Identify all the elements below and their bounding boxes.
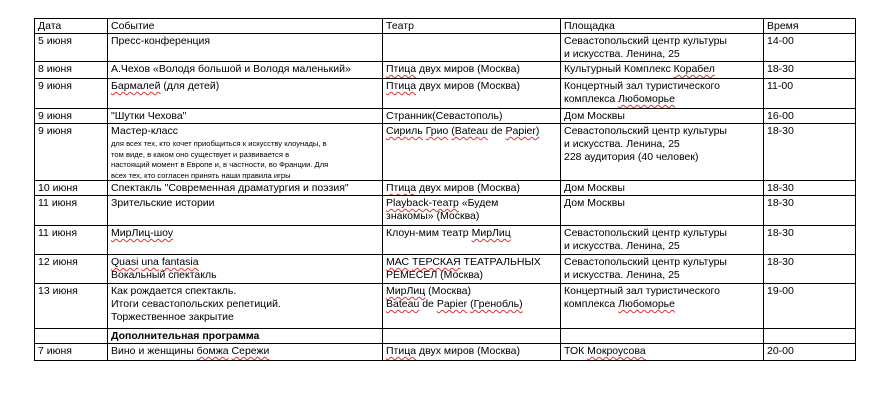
spellcheck-word: МирЛиц	[386, 285, 426, 297]
cell-line: Концертный зал туристического	[564, 80, 720, 92]
table-row	[35, 284, 856, 329]
table-row	[35, 109, 856, 124]
theatre-cell	[383, 344, 561, 361]
theatre-cell	[383, 109, 561, 124]
venue-cell	[561, 329, 764, 344]
cell-line: РЕМЕСЕЛ (Москва)	[386, 269, 483, 281]
cell-line: МАС ТЕРСКАЯ ТЕАТРАЛЬНЫХ	[386, 256, 541, 268]
spellcheck-word: Сириль	[386, 125, 423, 137]
date-cell: 13 июня	[35, 284, 108, 329]
event-note-line: для всех тех, кто хочет приобщиться к искусству клоунады, в	[111, 139, 327, 148]
cell-line: Торжественное закрытие	[111, 311, 234, 323]
table-row	[35, 34, 856, 62]
cell-line: комплекса Любоморье	[564, 298, 675, 310]
venue-cell	[561, 344, 764, 361]
spellcheck-word: Птица	[386, 80, 417, 92]
event-note-line: всех тех, кто согласен принять наши правила игры	[111, 170, 291, 180]
spellcheck-word: бомжа	[196, 345, 229, 357]
time-cell: 18-30	[764, 62, 856, 79]
cell-line: Севастопольский центр культуры	[564, 35, 727, 47]
cell-line: Вино и женщины бомжа Сережи	[111, 345, 270, 357]
time-cell	[764, 329, 856, 344]
event-cell	[108, 329, 383, 344]
spellcheck-word: fantasia	[161, 256, 199, 268]
cell-line	[111, 256, 379, 269]
date-cell: 7 июня	[35, 344, 108, 361]
venue-cell	[561, 284, 764, 329]
cell-line	[111, 227, 379, 240]
cell-line: Птица двух миров (Москва)	[386, 182, 521, 194]
cell-line: Как рождается спектакль.	[111, 285, 237, 297]
event-cell	[108, 62, 383, 79]
event-cell	[108, 196, 383, 226]
date-cell: 9 июня	[35, 109, 108, 124]
spellcheck-word: Любоморье	[618, 93, 675, 105]
table-row	[35, 226, 856, 255]
cell-line: Пресс-конференция	[111, 35, 211, 47]
time-cell: 18-30	[764, 226, 856, 255]
time-cell: 18-30	[764, 124, 856, 181]
cell-line: Культурный Комплекс Корабел	[564, 63, 715, 75]
cell-line: Клоун-мим театр МирЛиц	[386, 227, 511, 239]
cell-line: и искусства. Ленина, 25	[564, 240, 680, 252]
header-time: Время	[764, 19, 856, 34]
schedule-body	[35, 19, 856, 361]
schedule-table	[34, 18, 856, 361]
venue-cell	[561, 196, 764, 226]
cell-line: Севастопольский центр культуры	[564, 256, 727, 268]
header-venue: Площадка	[561, 19, 764, 34]
spellcheck-word: Papier	[436, 298, 468, 310]
event-cell	[108, 34, 383, 62]
theatre-cell	[383, 329, 561, 344]
event-cell	[108, 255, 383, 284]
venue-cell	[561, 109, 764, 124]
theatre-cell	[383, 255, 561, 284]
spellcheck-word: Птица	[386, 345, 417, 357]
event-cell	[108, 79, 383, 109]
table-row	[35, 196, 856, 226]
table-row	[35, 181, 856, 196]
date-cell: 12 июня	[35, 255, 108, 284]
table-row	[35, 329, 856, 344]
cell-line: комплекса Любоморье	[564, 93, 675, 105]
cell-line: Птица двух миров (Москва)	[386, 63, 521, 75]
event-note-line: том виде, в каком оно существует и развивается в	[111, 149, 290, 159]
time-cell: 18-30	[764, 255, 856, 284]
event-cell	[108, 344, 383, 361]
header-row	[35, 19, 856, 34]
table-row	[35, 62, 856, 79]
event-cell	[108, 226, 383, 255]
spellcheck-word: ТЕРСКАЯ	[412, 256, 461, 268]
time-cell: 18-30	[764, 196, 856, 226]
cell-line: ТОК Мокроусова	[564, 345, 646, 357]
cell-line: МирЛиц (Москва)	[386, 285, 471, 297]
spellcheck-word: Мокроусова	[587, 345, 646, 357]
venue-cell	[561, 181, 764, 196]
cell-line: Странник(Севастополь)	[386, 110, 503, 122]
theatre-cell	[383, 79, 561, 109]
venue-cell	[561, 255, 764, 284]
spellcheck-word: Корабел	[673, 63, 715, 75]
time-cell: 18-30	[764, 181, 856, 196]
cell-line: Сириль Грио (Bateau de Papier)	[386, 125, 540, 137]
cell-line: Дополнительная программа	[111, 330, 260, 342]
spellcheck-word: Bateau	[386, 298, 420, 310]
cell-line: А.Чехов «Володя большой и Володя маленький»	[111, 63, 351, 75]
date-cell	[35, 329, 108, 344]
cell-line: Playback-театр «Будем	[386, 197, 499, 209]
spellcheck-word: (Bateau	[451, 125, 489, 137]
spellcheck-word: Грио	[425, 125, 449, 137]
spellcheck-word: Бармалей	[111, 80, 161, 92]
cell-line: Bateau de Papier (Гренобль)	[386, 298, 523, 310]
date-cell: 8 июня	[35, 62, 108, 79]
event-cell	[108, 124, 383, 181]
date-cell: 9 июня	[35, 79, 108, 109]
venue-cell	[561, 226, 764, 255]
theatre-cell	[383, 124, 561, 181]
cell-line: Птица двух миров (Москва)	[386, 345, 521, 357]
cell-line: и искусства. Ленина, 25	[564, 48, 680, 60]
theatre-cell	[383, 34, 561, 62]
spellcheck-word: МАС	[386, 256, 410, 268]
spellcheck-word: МирЛиц-шоу	[111, 227, 174, 239]
spellcheck-word: Papier)	[505, 125, 540, 137]
cell-line: и искусства. Ленина, 25	[564, 138, 680, 150]
cell-line: Дом Москвы	[564, 182, 625, 194]
cell-line: "Шутки Чехова"	[111, 110, 187, 122]
spellcheck-word: Любоморье	[618, 298, 675, 310]
cell-line: Итоги севастопольских репетиций.	[111, 298, 281, 310]
cell-line: Птица двух миров (Москва)	[386, 80, 521, 92]
spellcheck-word: Playback-театр	[386, 197, 459, 209]
cell-line: Дом Москвы	[564, 197, 625, 209]
cell-line: Бармалей (для детей)	[111, 80, 220, 92]
venue-cell	[561, 62, 764, 79]
event-cell	[108, 109, 383, 124]
cell-line: Спектакль "Современная драматургия и поэзия"	[111, 182, 349, 194]
venue-cell	[561, 79, 764, 109]
event-cell	[108, 284, 383, 329]
table-row	[35, 255, 856, 284]
table-row	[35, 344, 856, 361]
table-row	[35, 79, 856, 109]
cell-line: Мастер-класс	[111, 125, 178, 137]
spellcheck-word: Quasi	[111, 256, 139, 268]
spellcheck-word: МирЛиц	[471, 227, 511, 239]
cell-line: Зрительские истории	[111, 197, 215, 209]
theatre-cell	[383, 181, 561, 196]
time-cell: 19-00	[764, 284, 856, 329]
cell-line: Концертный зал туристического	[564, 285, 720, 297]
cell-line: и искусства. Ленина, 25	[564, 269, 680, 281]
cell-line: Вокальный спектакль	[111, 269, 217, 281]
cell-line: Севастопольский центр культуры	[564, 227, 727, 239]
date-cell: 11 июня	[35, 226, 108, 255]
time-cell: 11-00	[764, 79, 856, 109]
cell-line: Севастопольский центр культуры	[564, 125, 727, 137]
date-cell: 5 июня	[35, 34, 108, 62]
event-note-line: настоящий момент в Европе и, в частности, во Франции. Для	[111, 160, 329, 169]
venue-cell	[561, 124, 764, 181]
date-cell: 10 июня	[35, 181, 108, 196]
theatre-cell	[383, 196, 561, 226]
event-cell	[108, 181, 383, 196]
venue-cell	[561, 34, 764, 62]
theatre-cell	[383, 226, 561, 255]
cell-line: 228 аудитория (40 человек)	[564, 151, 699, 163]
table-row	[35, 124, 856, 181]
theatre-cell	[383, 284, 561, 329]
date-cell: 9 июня	[35, 124, 108, 181]
time-cell: 16-00	[764, 109, 856, 124]
time-cell: 20-00	[764, 344, 856, 361]
spellcheck-word: una	[141, 256, 159, 268]
cell-line: знакомы» (Москва)	[386, 210, 480, 222]
spellcheck-word: Сережи	[231, 345, 270, 357]
date-cell: 11 июня	[35, 196, 108, 226]
spellcheck-word: (Гренобль)	[470, 298, 523, 310]
header-date: Дата	[35, 19, 108, 34]
cell-line: Дом Москвы	[564, 110, 625, 122]
theatre-cell	[383, 62, 561, 79]
header-event: Событие	[108, 19, 383, 34]
spellcheck-word: Птица	[386, 63, 417, 75]
header-theatre: Театр	[383, 19, 561, 34]
spellcheck-word: Птица	[386, 182, 417, 194]
time-cell: 14-00	[764, 34, 856, 62]
